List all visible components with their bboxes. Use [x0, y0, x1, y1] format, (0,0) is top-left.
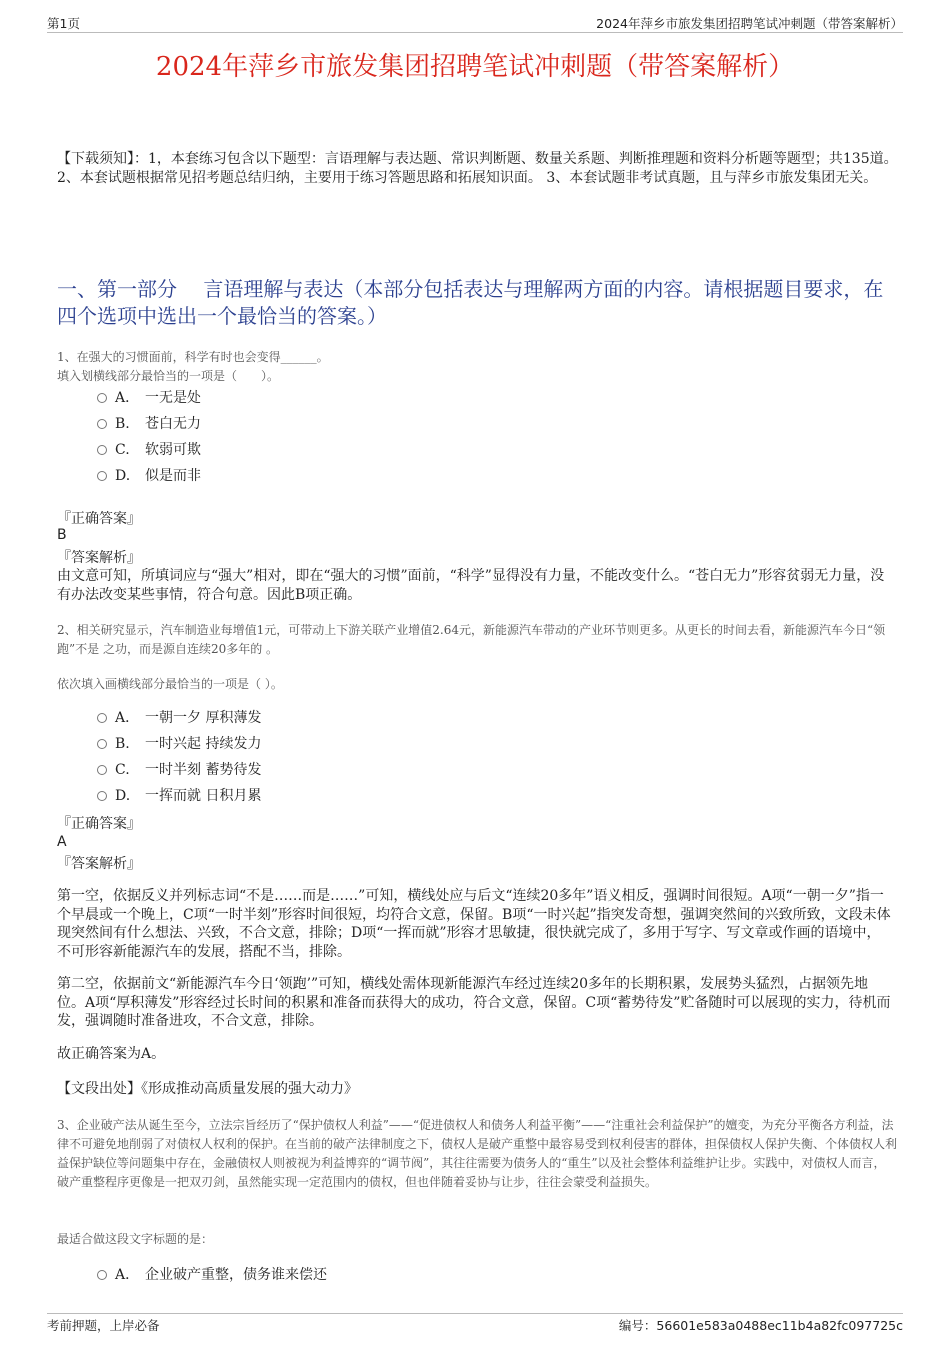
q2-option-a[interactable]: A． 一朝一夕 厚积薄发: [97, 708, 261, 728]
q2-option-d[interactable]: D. 一挥而就 日积月累: [97, 786, 261, 806]
question-3-stem: 3、企业破产法从诞生至今，立法宗旨经历了“保护债权人利益”——“促进债权人和债务人利益平衡”——“注重社会利益保护”的嬗变，为充分平衡各方利益，法律不可避免地削弱了对债权人权利的保护。在当前的破产法律制度之下，债权人是破产重整中最容易受到权利侵害的群体，担保债权人保护失衡、个体债权人利益保护缺位等问题集中存在，金融债权人则被视为利益博弈的“调节阀”，其往往需要为债务人的“重生”以及社会整体利益维护让步。实践中，对债权人而言，破产重整程序更像是一把双刃剑，虽然能实现一定范围内的债权，但也伴随着妥协与让步，往往会蒙受利益损失。: [57, 1118, 898, 1189]
header-doc-title: 2024年萍乡市旅发集团招聘笔试冲刺题（带答案解析）: [596, 16, 903, 31]
q2-analysis-para-1: 第一空，依据反义并列标志词“不是……而是……”可知，横线处应与后文“连续20多年”语义相反，强调时间很短。A项“一朝一夕”指一个早晨或一个晚上，C项“一时半刻”形容时间很短，均符合文意，保留。B项“一时兴起”指突发奇想，强调突然间的兴致所致，文段未体现突然间有什么想法、兴致，不合文意，排除；D项“一挥而就”形容才思敏捷，很快就完成了，多用于写字、写文章或作画的语境中，不可形容新能源汽车的发展，搭配不当，排除。: [57, 888, 891, 960]
radio-icon[interactable]: [97, 713, 107, 723]
q2-analysis-label: 『答案解析』: [57, 856, 141, 872]
page-title: 2024年萍乡市旅发集团招聘笔试冲刺题（带答案解析）: [155, 52, 795, 82]
radio-icon[interactable]: [97, 445, 107, 455]
page-header: [47, 14, 903, 33]
radio-icon[interactable]: [97, 739, 107, 749]
radio-icon[interactable]: [97, 393, 107, 403]
page-number: 第1页: [47, 16, 80, 31]
q1-option-c[interactable]: C. 软弱可欺: [97, 440, 201, 460]
question-2-stem: 2、相关研究显示，汽车制造业每增值1元，可带动上下游关联产业增值2.64元，新能源汽车带动的产业环节则更多。从更长的时间去看，新能源汽车今日“领跑”不是 之功，而是源自连续20多年的 。: [57, 623, 886, 656]
radio-icon[interactable]: [97, 791, 107, 801]
question-1-prompt: 填入划横线部分最恰当的一项是（ ）。: [57, 369, 280, 383]
q3-option-a[interactable]: A． 企业破产重整，债务谁来偿还: [97, 1265, 327, 1285]
q2-answer: A: [57, 834, 67, 850]
radio-icon[interactable]: [97, 765, 107, 775]
section-heading: 一、第一部分 言语理解与表达（本部分包括表达与理解两方面的内容。请根据题目要求，在四个选项中选出一个最恰当的答案。）: [57, 277, 884, 328]
radio-icon[interactable]: [97, 419, 107, 429]
q1-analysis-label: 『答案解析』: [57, 550, 141, 566]
radio-icon[interactable]: [97, 1270, 107, 1280]
question-3-prompt: 最适合做这段文字标题的是：: [57, 1232, 214, 1246]
q1-analysis: 由文意可知，所填词应与“强大”相对，即在“强大的习惯”面前，“科学”显得没有力量，不能改变什么。“苍白无力”形容贫弱无力量，没有办法改变某些事情，符合句意。因此B项正确。: [57, 568, 885, 603]
radio-icon[interactable]: [97, 471, 107, 481]
footer-doc-id: 编号：56601e583a0488ec11b4a82fc097725c: [618, 1318, 903, 1333]
q1-option-b[interactable]: B. 苍白无力: [97, 414, 201, 434]
footer-slogan: 考前押题，上岸必备: [47, 1318, 160, 1333]
q2-answer-label: 『正确答案』: [57, 816, 141, 832]
q2-source: 【文段出处】《形成推动高质量发展的强大动力》: [57, 1081, 358, 1097]
q2-analysis-conclusion: 故正确答案为A。: [57, 1046, 166, 1062]
q1-option-a[interactable]: A． 一无是处: [97, 388, 201, 408]
question-1-stem: 1、在强大的习惯面前，科学有时也会变得______。: [57, 350, 329, 364]
q1-option-d[interactable]: D. 似是而非: [97, 466, 201, 486]
q1-answer-label: 『正确答案』: [57, 511, 141, 527]
question-2-prompt: 依次填入画横线部分最恰当的一项是（ ）。: [57, 677, 283, 691]
download-notice: 【下载须知】：1，本套练习包含以下题型：言语理解与表达题、常识判断题、数量关系题、判断推理题和资料分析题等题型；共135道。 2、本套试题根据常见招考题总结归纳，主要用于练习答题思路和拓展知识面。 3、本套试题非考试真题，且与萍乡市旅发集团无关。: [57, 151, 898, 186]
q2-option-b[interactable]: B. 一时兴起 持续发力: [97, 734, 261, 754]
page-footer: [47, 1313, 903, 1334]
q1-answer: B: [57, 527, 67, 543]
q2-analysis-para-2: 第二空，依据前文“新能源汽车今日‘领跑’”可知，横线处需体现新能源汽车经过连续20多年的长期积累，发展势头猛烈，占据领先地位。A项“厚积薄发”形容经过长时间的积累和准备而获得大的成功，符合文意，保留。C项“蓄势待发”贮备随时可以展现的实力，待机而发，强调随时准备进攻，不合文意，排除。: [57, 976, 891, 1029]
q2-option-c[interactable]: C. 一时半刻 蓄势待发: [97, 760, 261, 780]
